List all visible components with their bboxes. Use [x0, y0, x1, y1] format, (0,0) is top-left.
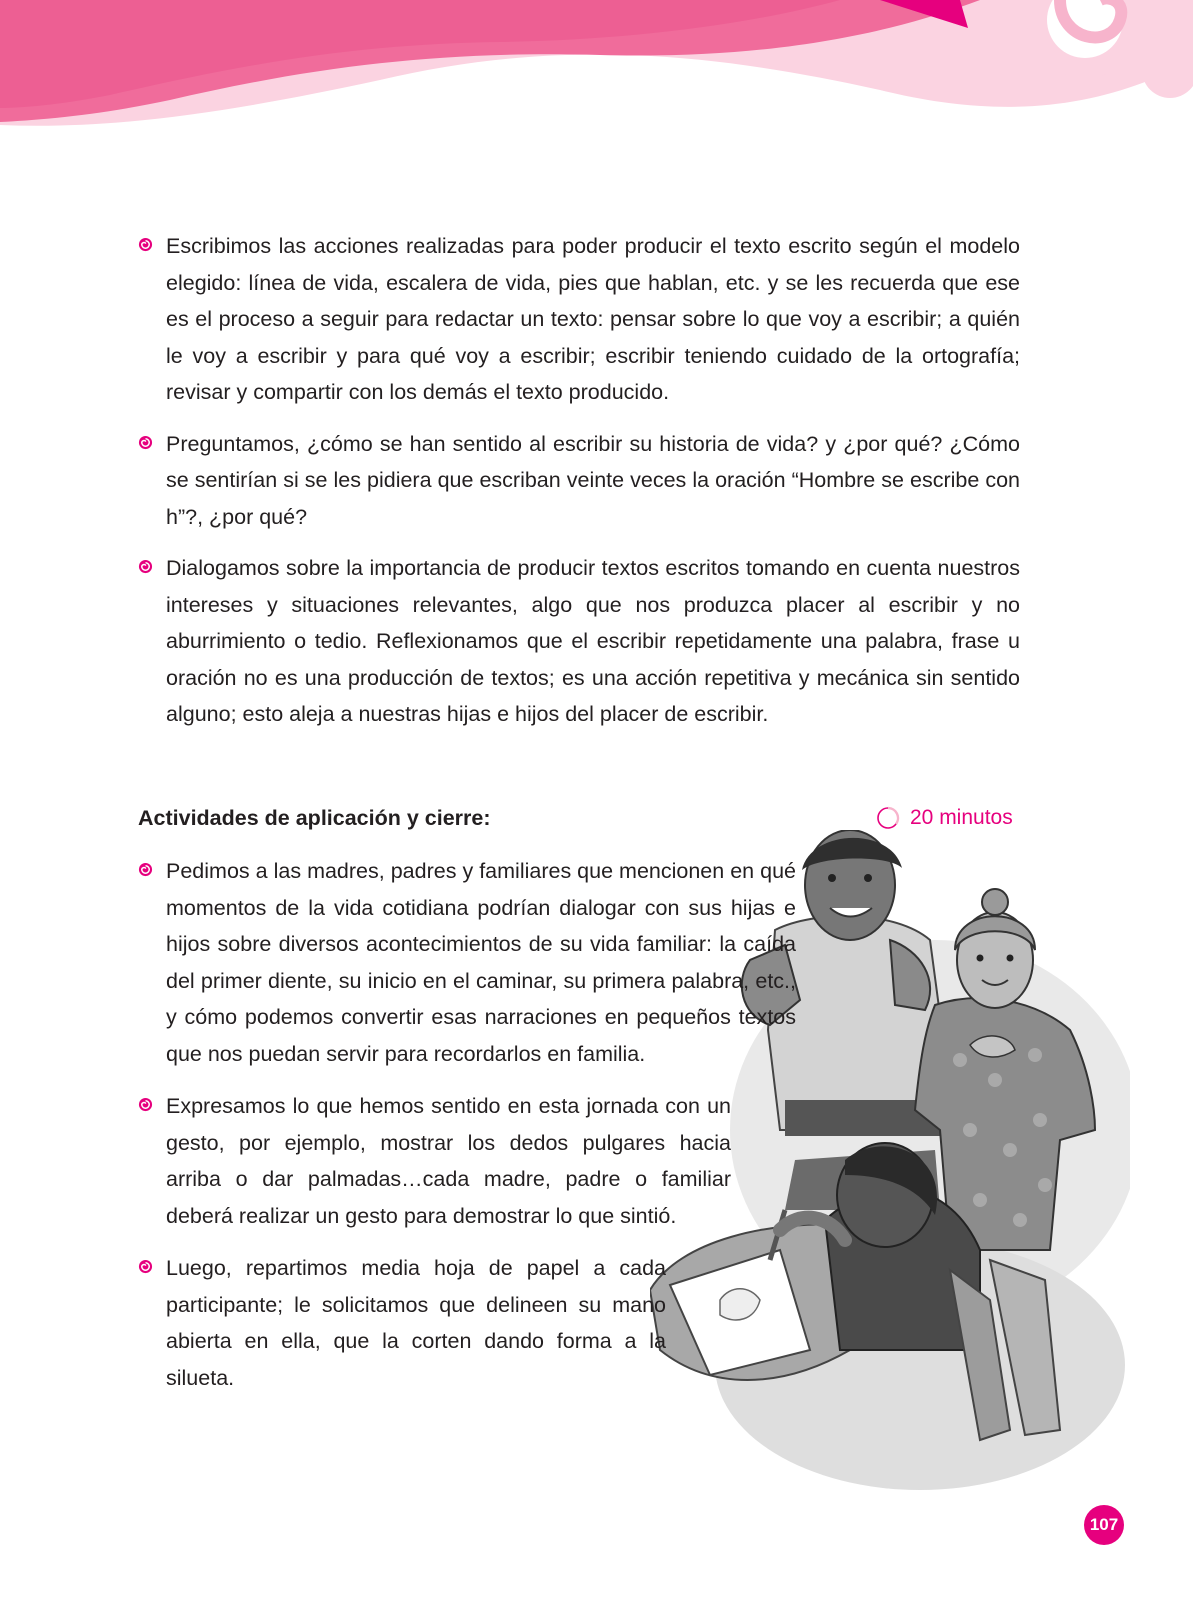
- list-item: [138, 1088, 731, 1234]
- list-item: [138, 426, 1020, 536]
- list-item-text: Luego, repartimos media hoja de papel a cada participante; le solicitamos que delineen su mano abierta en ella, que la corten dando forma a la silueta.: [166, 1256, 666, 1390]
- list-item-text: Expresamos lo que hemos sentido en esta jornada con un gesto, por ejemplo, mostrar los dedos pulgares hacia arriba o dar palmadas…cada madre, padre o familiar deberá realizar un gesto para demostrar lo que sintió.: [166, 1094, 731, 1228]
- list-item-text: Escribimos las acciones realizadas para poder producir el texto escrito según el modelo elegido: línea de vida, escalera de vida, pies que hablan, etc. y se les recuerda que ese es el proceso a seguir para redactar un texto: pensar sobre lo que voy a escribir; a quién le voy a escribir y para qué voy a escribir; escribir teniendo cuidado de la ortografía; revisar y compartir con los demás el texto producido.: [166, 234, 1020, 404]
- pink-swirl-icon: [138, 1097, 153, 1112]
- pink-swirl-icon: [138, 237, 153, 252]
- list-item-text: Pedimos a las madres, padres y familiares que mencionen en qué momentos de la vida cotidiana podrían dialogar con sus hijas e hijos sobre diversos acontecimientos de su vida familiar: la caída del primer diente, su inicio en el caminar, su primera palabra, etc., y cómo podemos convertir esas narraciones en pequeños textos que nos puedan servir para recordarlos en familia.: [166, 859, 796, 1066]
- clock-circle-icon: [876, 806, 900, 830]
- header-decoration: [0, 0, 1193, 150]
- section-title: Actividades de aplicación y cierre:: [138, 806, 491, 830]
- page-number: 107: [1084, 1505, 1124, 1545]
- list-item: [138, 1250, 666, 1396]
- pink-swirl-icon: [138, 1259, 153, 1274]
- pink-swirl-icon: [138, 435, 153, 450]
- pink-swirl-icon: [138, 862, 153, 877]
- duration-label: 20 minutos: [910, 806, 1013, 829]
- activity-list-development: [138, 228, 1020, 748]
- list-item: [138, 853, 796, 1072]
- list-item: [138, 550, 1020, 733]
- pink-swirl-icon: [138, 559, 153, 574]
- list-item-text: Dialogamos sobre la importancia de producir textos escritos tomando en cuenta nuestros intereses y situaciones relevantes, algo que nos produzca placer al escribir y no aburrimiento o tedio. Reflexionamos que el escribir repetidamente una palabra, frase u oración no es una producción de textos; es una acción repetitiva y mecánica sin sentido alguno; esto aleja a nuestras hijas e hijos del placer de escribir.: [166, 556, 1020, 726]
- activity-list-closure: [138, 853, 796, 1412]
- duration-indicator: [876, 803, 1013, 833]
- list-item-text: Preguntamos, ¿cómo se han sentido al escribir su historia de vida? y ¿por qué? ¿Cómo se sentirían si se les pidiera que escriban veinte veces la oración “Hombre se escribe con h”?, ¿por qué?: [166, 431, 1020, 529]
- list-item: [138, 228, 1020, 411]
